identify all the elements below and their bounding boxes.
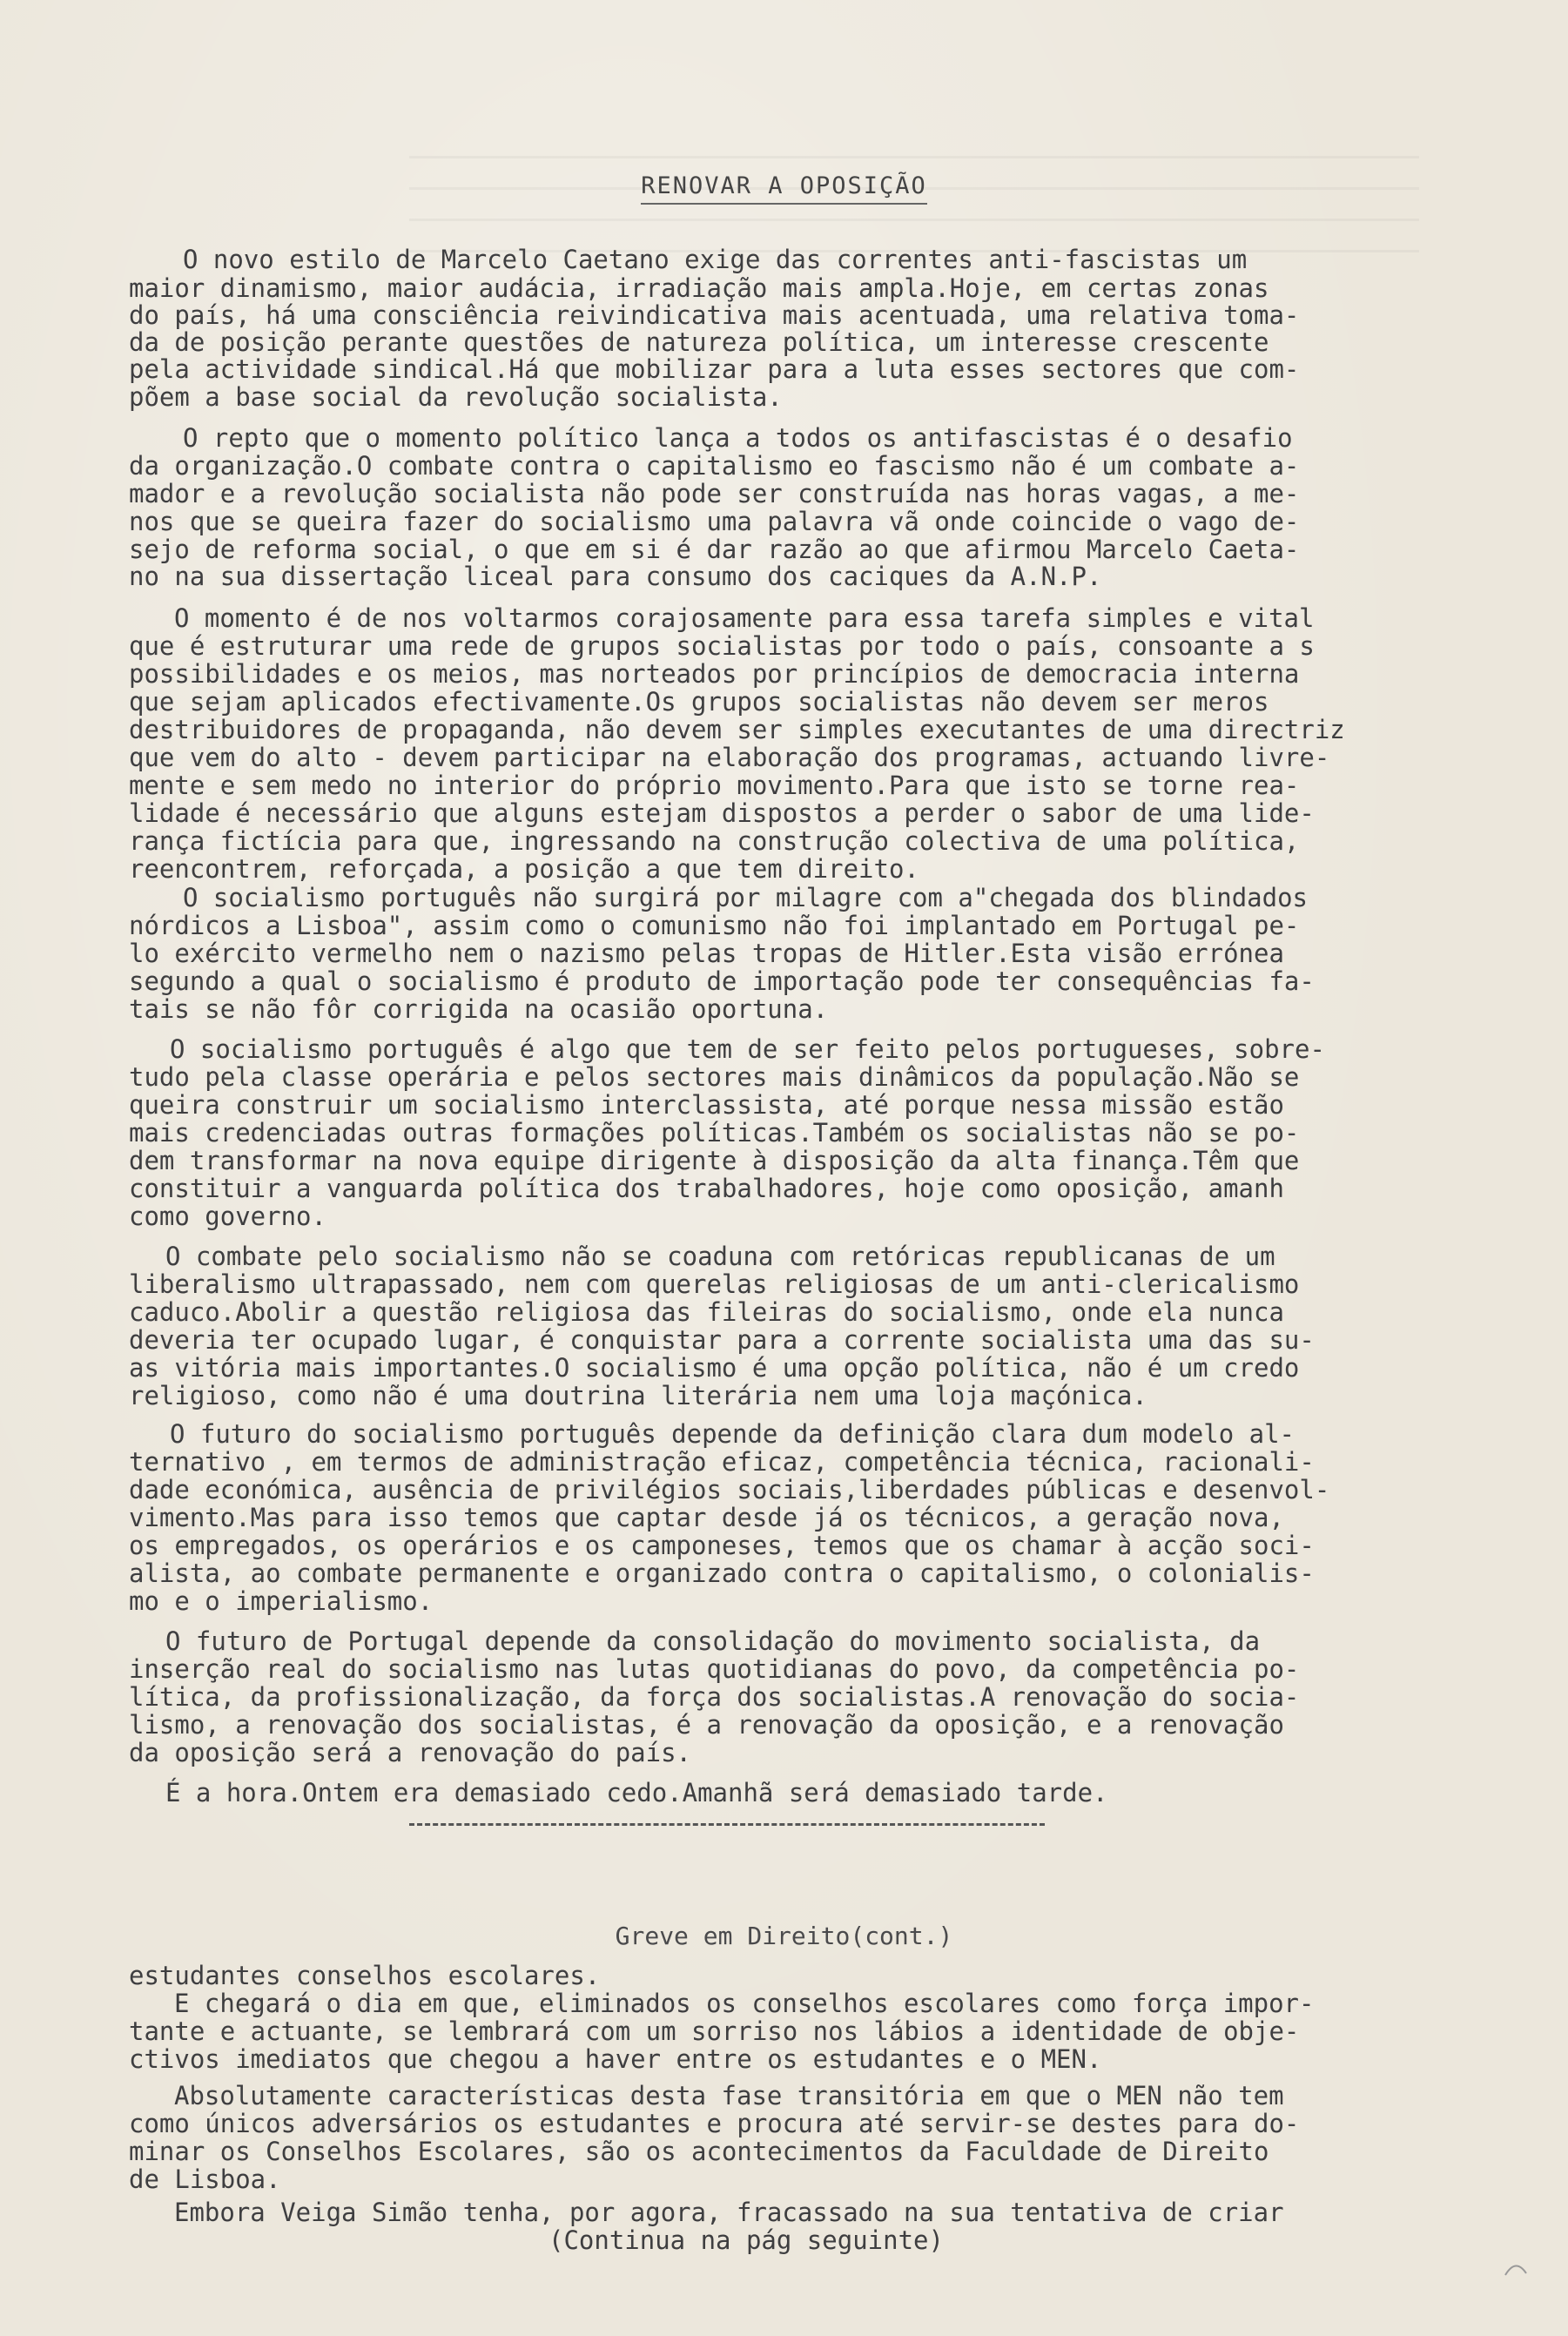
text-line: como governo. (129, 1202, 326, 1231)
text-line: (Continua na pág seguinte) (548, 2225, 944, 2255)
text-line: lítica, da profissionalização, da força dos socialistas.A renovação do socia- (129, 1682, 1300, 1712)
text-line: mo e o imperialismo. (129, 1586, 434, 1616)
text-line: tante e actuante, se lembrará com um sorriso nos lábios a identidade de obje- (129, 2016, 1300, 2046)
text-line: O futuro de Portugal depende da consolidação do movimento socialista, da (165, 1626, 1261, 1656)
text-line: constituir a vanguarda política dos trabalhadores, hoje como oposição, amanh (129, 1174, 1284, 1203)
text-line: dade económica, ausência de privilégios sociais,liberdades públicas e desenvol- (129, 1475, 1330, 1505)
text-line: O futuro do socialismo português depende da definição clara dum modelo al- (170, 1419, 1295, 1449)
text-line: maior dinamismo, maior audácia, irradiação mais ampla.Hoje, em certas zonas (129, 273, 1269, 303)
text-line: O socialismo português não surgirá por milagre com a"chegada dos blindados (183, 883, 1309, 912)
text-line: caduco.Abolir a questão religiosa das fileiras do socialismo, onde ela nunca (129, 1297, 1284, 1327)
text-line: que sejam aplicados efectivamente.Os grupos socialistas não devem ser meros (129, 687, 1269, 717)
text-line: dem transformar na nova equipe dirigente à disposição da alta finança.Têm que (129, 1146, 1300, 1175)
page-title (0, 172, 1568, 199)
text-line: segundo a qual o socialismo é produto de importação pode ter consequências fa- (129, 966, 1315, 996)
text-line: mente e sem medo no interior do próprio movimento.Para que isto se torne rea- (129, 771, 1300, 800)
text-line: O novo estilo de Marcelo Caetano exige das correntes anti-fascistas um (183, 245, 1248, 274)
text-line: nos que se queira fazer do socialismo uma palavra vã onde coincide o vago de- (129, 507, 1300, 536)
text-line: da de posição perante questões de natureza política, um interesse crescente (129, 327, 1269, 357)
text-line: lo exército vermelho nem o nazismo pelas tropas de Hitler.Esta visão errónea (129, 939, 1284, 968)
text-line: da organização.O combate contra o capitalismo eo fascismo não é um combate a- (129, 451, 1300, 481)
text-line: pela actividade sindical.Há que mobilizar para a luta esses sectores que com- (129, 354, 1300, 384)
text-line: rança fictícia para que, ingressando na construção colectiva de uma política, (129, 826, 1300, 856)
text-line: nórdicos a Lisboa", assim como o comunismo não foi implantado em Portugal pe- (129, 911, 1300, 940)
text-line: lidade é necessário que alguns estejam dispostos a perder o sabor de uma lide- (129, 798, 1315, 828)
text-line: da oposição será a renovação do país. (129, 1738, 692, 1767)
text-line: ternativo , em termos de administração eficaz, competência técnica, racionali- (129, 1447, 1315, 1477)
text-line: que é estruturar uma rede de grupos socialistas por todo o país, consoante a s (129, 631, 1315, 661)
text-line: inserção real do socialismo nas lutas quotidianas do povo, da competência po- (129, 1654, 1300, 1684)
page-title-text: RENOVAR A OPOSIÇÃO (641, 172, 927, 205)
text-line: estudantes conselhos escolares. (129, 1961, 601, 1990)
text-line: no na sua dissertação liceal para consumo dos caciques da A.N.P. (129, 562, 1102, 591)
text-line: mais credenciadas outras formações políticas.Também os socialistas não se po- (129, 1118, 1300, 1148)
text-line: vimento.Mas para isso temos que captar desde já os técnicos, a geração nova, (129, 1503, 1284, 1532)
text-line: Absolutamente características desta fase transitória em que o MEN não tem (174, 2081, 1284, 2110)
text-line: O momento é de nos voltarmos corajosamente para essa tarefa simples e vital (174, 603, 1315, 633)
text-line: mador e a revolução socialista não pode ser construída nas horas vagas, a me- (129, 479, 1300, 508)
corner-mark-icon (1498, 2249, 1533, 2284)
text-line: de Lisboa. (129, 2164, 281, 2194)
text-line: O repto que o momento político lança a todos os antifascistas é o desafio (183, 423, 1293, 453)
text-line: O combate pelo socialismo não se coaduna com retóricas republicanas de um (165, 1242, 1275, 1271)
text-line: tudo pela classe operária e pelos sectores mais dinâmicos da população.Não se (129, 1062, 1300, 1092)
text-line: minar os Conselhos Escolares, são os acontecimentos da Faculdade de Direito (129, 2137, 1269, 2166)
text-line: lismo, a renovação dos socialistas, é a renovação da oposição, e a renovação (129, 1710, 1284, 1740)
text-line: reencontrem, reforçada, a posição a que tem direito. (129, 854, 919, 884)
text-line: religioso, como não é uma doutrina literária nem uma loja maçónica. (129, 1381, 1147, 1410)
text-line: as vitória mais importantes.O socialismo é uma opção política, não é um credo (129, 1353, 1300, 1383)
text-line: E chegará o dia em que, eliminados os conselhos escolares como força impor- (174, 1989, 1315, 2018)
text-line: põem a base social da revolução socialista. (129, 382, 783, 412)
text-line: destribuidores de propaganda, não devem ser simples executantes de uma directriz (129, 715, 1345, 744)
text-line: alista, ao combate permanente e organizado contra o capitalismo, o colonialis- (129, 1558, 1315, 1588)
text-line: deveria ter ocupado lugar, é conquistar para a corrente socialista uma das su- (129, 1325, 1315, 1355)
text-line: queira construir um socialismo interclassista, até porque nessa missão estão (129, 1090, 1284, 1120)
text-line: os empregados, os operários e os camponeses, temos que os chamar à acção soci- (129, 1531, 1315, 1560)
text-line: Embora Veiga Simão tenha, por agora, fracassado na sua tentativa de criar (174, 2198, 1284, 2227)
section-heading: Greve em Direito(cont.) (615, 1922, 953, 1950)
text-line: É a hora.Ontem era demasiado cedo.Amanhã será demasiado tarde. (165, 1778, 1108, 1808)
text-line: do país, há uma consciência reivindicativa mais acentuada, uma relativa toma- (129, 300, 1300, 330)
text-line: liberalismo ultrapassado, nem com querelas religiosas de um anti-clericalismo (129, 1269, 1300, 1299)
text-line: tais se não fôr corrigida na ocasião oportuna. (129, 994, 829, 1024)
text-line: sejo de reforma social, o que em si é dar razão ao que afirmou Marcelo Caeta- (129, 535, 1300, 564)
text-line: ctivos imediatos que chegou a haver entre os estudantes e o MEN. (129, 2044, 1102, 2074)
section-divider (409, 1823, 1045, 1826)
text-line: O socialismo português é algo que tem de ser feito pelos portugueses, sobre- (170, 1034, 1325, 1064)
text-line: que vem do alto - devem participar na elaboração dos programas, actuando livre- (129, 743, 1330, 772)
text-line: como únicos adversários os estudantes e procura até servir-se destes para do- (129, 2109, 1300, 2138)
text-line: possibilidades e os meios, mas norteados por princípios de democracia interna (129, 659, 1300, 689)
